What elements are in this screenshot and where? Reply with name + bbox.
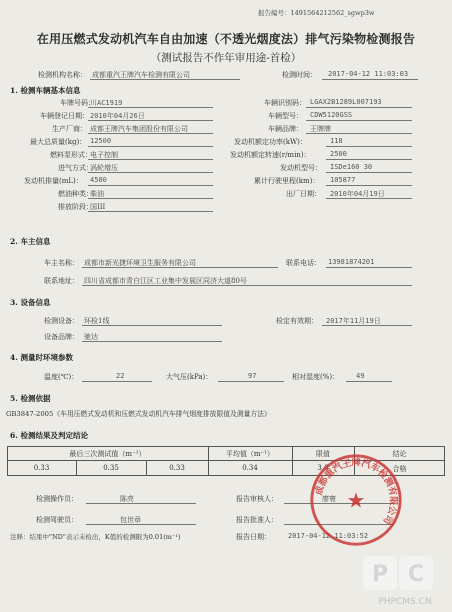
- plate-label: 车牌号码：: [60, 99, 95, 107]
- equipment-label: 检测设备：: [44, 317, 79, 325]
- section-4-title: 4. 测量时环境参数: [10, 353, 73, 362]
- model-label: 车辆型号：: [268, 112, 303, 120]
- agency-name: 成都重汽王牌汽车检测有限公司: [92, 71, 190, 79]
- reviewer-value: 廖寰: [322, 495, 336, 503]
- humidity-label: 相对湿度(%)：: [292, 373, 340, 381]
- report-number: 报告编号：1491564212562_sgwp3w: [258, 9, 375, 17]
- owner-label: 车主名称：: [44, 259, 79, 267]
- emission-stage-label: 排放阶段：: [58, 203, 93, 211]
- inspector-value: 陈亮: [120, 495, 134, 503]
- speed-value: 2500: [330, 150, 347, 158]
- mileage-value: 105877: [330, 176, 356, 184]
- equipment-brand-label: 设备品牌：: [44, 333, 79, 341]
- approver-label: 报告批准人：: [236, 516, 278, 524]
- col-average-header: 平均值（m⁻¹）: [225, 450, 275, 458]
- power-label: 发动机额定功率(kW)：: [234, 138, 307, 146]
- fuel-type-label: 燃油种类：: [58, 190, 93, 198]
- col-conclusion-header: 结论: [392, 450, 407, 458]
- limit-value: 3.0: [317, 464, 329, 472]
- test-value-1: 0.33: [33, 464, 50, 472]
- watermark-logo: [355, 552, 452, 612]
- report-title: 在用压燃式发动机汽车自由加速（不透光烟度法）排气污染物检测报告: [36, 32, 416, 46]
- address-value: 四川省成都市青白江区工业集中发展区同济大道80号: [84, 277, 247, 285]
- svg-text:★: ★: [346, 487, 366, 513]
- pressure-value: 97: [248, 372, 257, 380]
- brand-value: 王牌牌: [310, 125, 331, 133]
- equipment-value: 环检1线: [84, 317, 110, 325]
- svg-text:P: P: [371, 562, 389, 587]
- section-1-title: 1. 检测车辆基本信息: [10, 86, 81, 95]
- col-last3-header: 最后三次测试值（m⁻¹）: [69, 450, 146, 458]
- conclusion-value: 合格: [392, 465, 407, 473]
- mass-label: 最大总质量(kg)：: [30, 138, 87, 146]
- inspector-label: 检测操作员：: [36, 495, 78, 503]
- mass-value: 12500: [90, 137, 112, 145]
- speed-label: 发动机额定转速(r/min)：: [230, 151, 311, 159]
- brand-label: 车辆品牌：: [268, 125, 303, 133]
- pressure-label: 大气压(kPa)：: [166, 373, 213, 381]
- note-text: 注释：结果中"ND"表示未检出，K值的检测限为0.01(m⁻¹): [10, 533, 181, 541]
- section-5-title: 5. 检测依据: [10, 394, 51, 403]
- col-limit-header: 限值: [316, 450, 330, 458]
- section-2-title: 2. 车主信息: [10, 237, 51, 246]
- test-value-2: 0.35: [103, 464, 119, 472]
- vin-label: 车辆识别码：: [264, 99, 306, 107]
- displacement-value: 4500: [90, 176, 107, 184]
- displacement-label: 发动机排量(mL)：: [24, 177, 83, 185]
- mileage-label: 累计行驶里程(km)：: [254, 177, 320, 185]
- report-date-value: 2017-04-12 11:03:52: [288, 532, 369, 540]
- engine-model-label: 发动机型号：: [280, 164, 322, 172]
- standard-basis: GB3847-2005《车用压燃式发动机和压燃式发动机汽车排气烟度排放限值及测量方法》: [6, 410, 271, 418]
- section-3-title: 3. 设备信息: [10, 298, 51, 307]
- owner-value: 成都市新光捷环境卫生服务有限公司: [84, 259, 196, 267]
- humidity-value: 49: [356, 372, 365, 380]
- test-value-3: 0.33: [169, 464, 185, 472]
- reviewer-label: 报告审核人：: [236, 495, 278, 503]
- calibration-label: 检定有效期：: [276, 317, 318, 325]
- model-value: CDW5120GSS: [310, 111, 353, 119]
- maker-value: 成都王牌汽车集团股份有限公司: [90, 125, 188, 133]
- seal-text: 成都重汽王牌汽车检测有限公司: [314, 458, 398, 526]
- report-subtitle: （测试报告不作年审用途-首检）: [150, 52, 302, 64]
- temperature-value: 22: [116, 372, 125, 380]
- calibration-value: 2017年11月19日: [326, 317, 381, 325]
- section-6-title: 6. 检测结果及判定结论: [10, 431, 88, 440]
- intake-label: 进气方式：: [58, 164, 93, 172]
- watermark-text: PHPCMS.CN: [378, 597, 432, 607]
- driver-value: 包世章: [120, 516, 141, 524]
- report-date-label: 报告日期：: [236, 533, 271, 541]
- reg-date-label: 车辆登记日期：: [40, 112, 89, 120]
- address-label: 联系地址：: [44, 277, 79, 285]
- inspect-time: 2017-04-12 11:03:03: [328, 70, 409, 78]
- emission-stage-value: 国III: [90, 203, 106, 211]
- svg-text:C: C: [407, 562, 425, 587]
- phone-label: 联系电话：: [286, 259, 321, 267]
- inspect-time-label: 检测时间：: [282, 71, 317, 79]
- reg-date-value: 2010年04月26日: [90, 112, 145, 120]
- phone-value: 13981874201: [328, 258, 375, 266]
- fuel-system-value: 电子控制: [90, 151, 118, 159]
- vin-value: LGAX2B1289L007193: [310, 98, 382, 106]
- driver-label: 检测驾驶员：: [36, 516, 78, 524]
- mfg-date-value: 2010年04月19日: [330, 190, 385, 198]
- mfg-date-label: 出厂日期：: [286, 190, 321, 198]
- intake-value: 涡轮增压: [90, 164, 118, 172]
- engine-model-value: ISDe160 30: [330, 163, 373, 171]
- maker-label: 生产厂商：: [52, 125, 87, 133]
- power-value: 118: [330, 137, 343, 145]
- plate-value: 川AC1919: [90, 99, 123, 107]
- fuel-type-value: 柴油: [90, 190, 104, 198]
- agency-label: 检测机构名称：: [38, 71, 87, 79]
- official-seal: [308, 452, 404, 548]
- equipment-brand-value: 驰达: [84, 333, 98, 341]
- average-value: 0.34: [242, 464, 258, 472]
- fuel-system-label: 燃料泵形式：: [50, 151, 92, 159]
- temperature-label: 温度(℃)：: [44, 373, 79, 381]
